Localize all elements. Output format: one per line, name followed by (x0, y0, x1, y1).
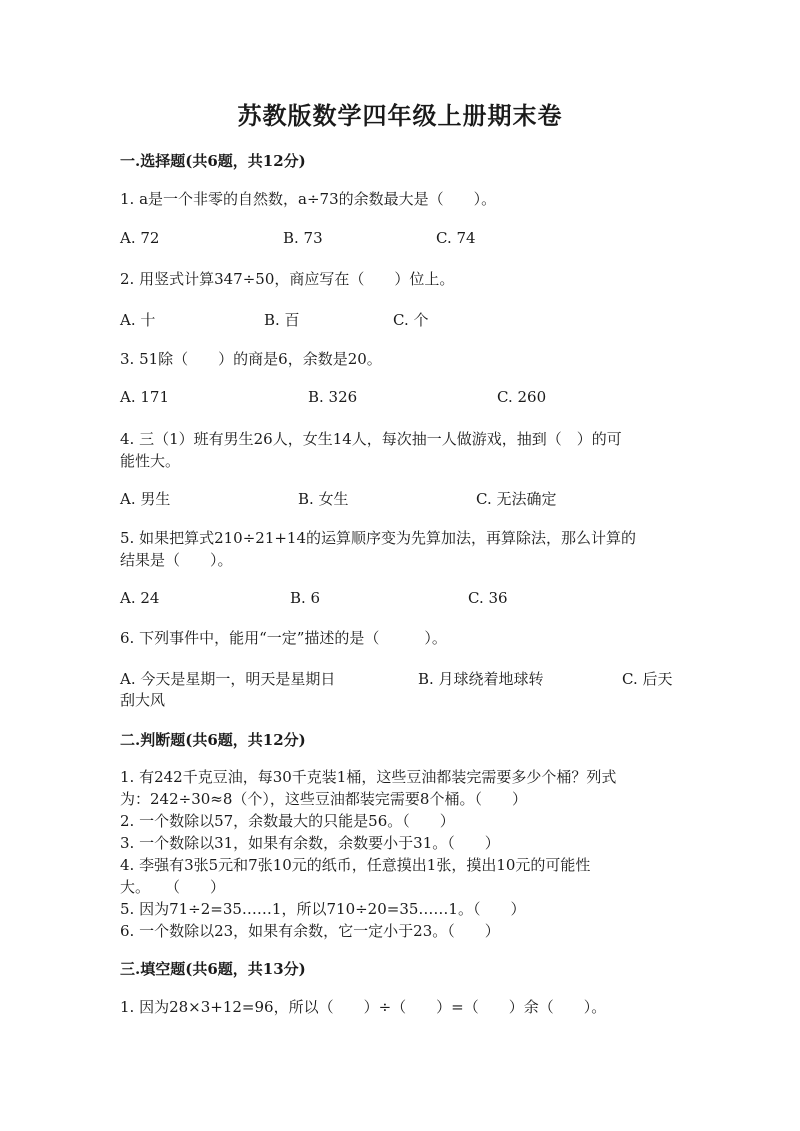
option-b: B. 6 (290, 589, 321, 607)
question-text: 1. 因为28×3+12=96，所以（ ）÷（ ）=（ ）余（ ）。 (120, 998, 607, 1016)
section-heading-judgment: 二.判断题(共6题，共12分) (120, 731, 306, 749)
question-text: 5. 如果把算式210÷21+14的运算顺序变为先算加法，再算除法，那么计算的 (120, 529, 637, 547)
option-c: C. 个 (393, 311, 429, 329)
judgment-line: 4. 李强有3张5元和7张10元的纸币，任意摸出1张，摸出10元的可能性 (120, 856, 591, 874)
judgment-line: 大。 （ ） (120, 878, 226, 896)
question-text: 4. 三（1）班有男生26人，女生14人，每次抽一人做游戏，抽到（ ）的可 (120, 430, 622, 448)
option-c: C. 36 (468, 589, 508, 607)
option-a: A. 72 (120, 229, 160, 247)
option-c: C. 260 (497, 388, 547, 406)
option-c-cont: 刮大风 (120, 691, 166, 709)
option-a: A. 24 (120, 589, 160, 607)
option-b: B. 73 (283, 229, 323, 247)
question-text-cont: 结果是（ ）。 (120, 551, 233, 569)
option-b: B. 百 (264, 311, 300, 329)
section-heading-fill: 三.填空题(共6题，共13分) (120, 960, 306, 978)
question-text-cont: 能性大。 (120, 452, 181, 470)
option-c: C. 后天 (622, 670, 673, 688)
judgment-line: 6. 一个数除以23，如果有余数，它一定小于23。（ ） (120, 922, 500, 940)
judgment-line: 为：242÷30≈8（个），这些豆油都装完需要8个桶。（ ） (120, 790, 527, 808)
option-a: A. 今天是星期一，明天是星期日 (120, 670, 336, 688)
page-title: 苏教版数学四年级上册期末卷 (237, 101, 563, 130)
option-b: B. 326 (308, 388, 358, 406)
judgment-line: 1. 有242千克豆油，每30千克装1桶，这些豆油都装完需要多少个桶？列式 (120, 768, 617, 786)
judgment-line: 2. 一个数除以57，余数最大的只能是56。（ ） (120, 812, 455, 830)
section-heading-choice: 一.选择题(共6题，共12分) (120, 152, 306, 170)
option-c: C. 74 (436, 229, 476, 247)
option-c: C. 无法确定 (476, 490, 557, 508)
option-a: A. 171 (120, 388, 169, 406)
option-a: A. 十 (120, 311, 156, 329)
option-a: A. 男生 (120, 490, 171, 508)
judgment-line: 5. 因为71÷2=35……1，所以710÷20=35……1。（ ） (120, 900, 526, 918)
question-text: 3. 51除（ ）的商是6，余数是20。 (120, 350, 382, 368)
question-text: 6. 下列事件中，能用“一定”描述的是（ ）。 (120, 629, 447, 647)
option-b: B. 月球绕着地球转 (418, 670, 544, 688)
judgment-line: 3. 一个数除以31，如果有余数，余数要小于31。（ ） (120, 834, 500, 852)
option-b: B. 女生 (298, 490, 349, 508)
question-text: 1. a是一个非零的自然数，a÷73的余数最大是（ ）。 (120, 190, 497, 208)
question-text: 2. 用竖式计算347÷50，商应写在（ ）位上。 (120, 270, 455, 288)
